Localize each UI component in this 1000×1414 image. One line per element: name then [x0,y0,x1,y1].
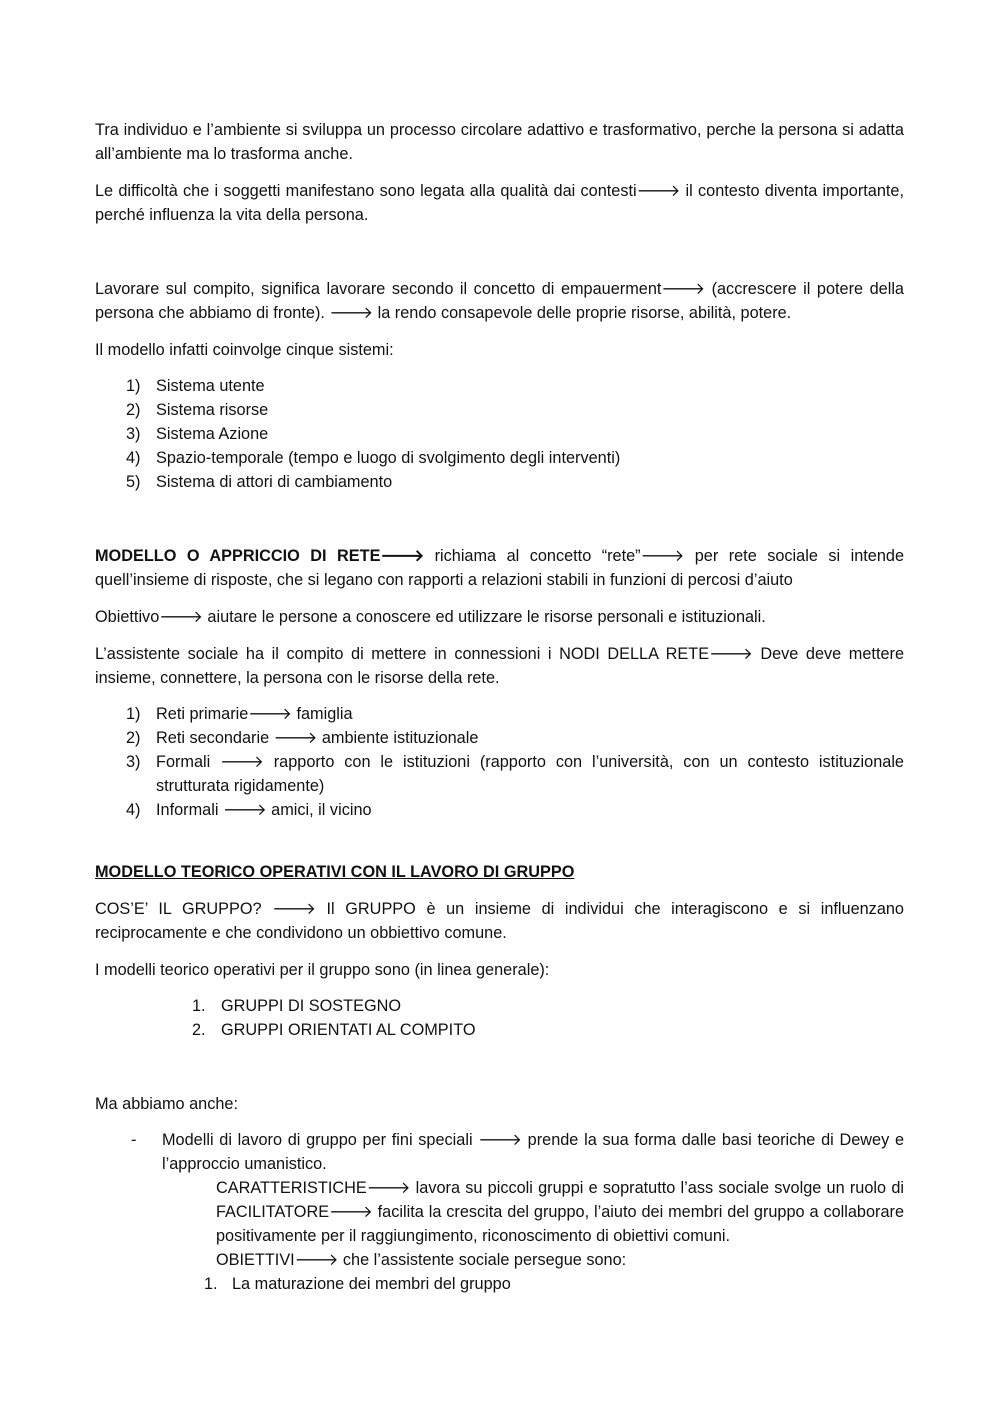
list-text: Formali 🡒 rapporto con le istituzioni (rapporto con l’università, con un contesto istituzionale strutturata rigidamente) [156,753,904,795]
paragraph-cose-gruppo: COS’E’ IL GRUPPO? 🡒 Il GRUPPO è un insieme di individui che interagiscono e si influenzano reciprocamente e che condividono un obbiettivo comune. [95,900,904,942]
list-item [95,994,904,1018]
list-text: GRUPPI DI SOSTEGNO [221,997,402,1015]
document-page [95,118,904,1296]
list-item [95,1272,904,1296]
list-text: Reti secondarie 🡒 ambiente istituzionale [156,729,479,747]
sistemi-list [95,374,904,494]
list-item [95,726,904,750]
list-item [95,422,904,446]
list-item [95,1128,904,1176]
list-text: Sistema risorse [156,401,269,419]
paragraph-ma-abbiamo: Ma abbiamo anche: [95,1095,239,1113]
dash-list [95,1128,904,1176]
list-number: 5) [126,473,141,491]
reti-list [95,702,904,822]
list-item [95,750,904,798]
list-text: Modelli di lavoro di gruppo per fini speciali 🡒 prende la sua forma dalle basi teoriche di Dewey e l’approccio umanistico. [162,1131,904,1173]
list-number: 2) [126,401,141,419]
list-item [95,470,904,494]
list-text: Sistema di attori di cambiamento [156,473,393,491]
paragraph-modelli: I modelli teorico operativi per il gruppo sono (in linea generale): [95,961,550,979]
list-text: Sistema utente [156,377,265,395]
paragraph-difficolta: Le difficoltà che i soggetti manifestano sono legata alla qualità dai contesti🡒 il contesto diventa importante, perché influenza la vita della persona. [95,182,904,224]
list-number: 3) [126,753,141,771]
list-number: 4) [126,449,141,467]
paragraph-rete [95,544,904,592]
list-item [95,702,904,726]
list-text: La maturazione dei membri del gruppo [232,1275,511,1293]
list-item [95,798,904,822]
list-number: 1. [204,1275,218,1293]
list-number: 1) [126,377,141,395]
list-item [95,446,904,470]
heading-gruppo: MODELLO TEORICO OPERATIVI CON IL LAVORO DI GRUPPO [95,863,575,881]
paragraph-compito: Lavorare sul compito, significa lavorare secondo il concetto di empauerment🡒 (accrescere il potere della persona che abbiamo di fronte). 🡒 la rendo consapevole delle proprie risorse, abilità, potere. [95,280,904,322]
list-number: 1. [192,997,206,1015]
list-number: 2) [126,729,141,747]
paragraph-obiettivi: OBIETTIVI🡒 che l’assistente sociale persegue sono: [216,1251,627,1269]
list-text: Sistema Azione [156,425,269,443]
paragraph-obiettivo: Obiettivo🡒 aiutare le persone a conoscere ed utilizzare le risorse personali e istituzionali. [95,608,766,626]
obiettivi-list [95,1272,904,1296]
list-number: 2. [192,1021,206,1039]
list-item [95,374,904,398]
list-text: Reti primarie🡒 famiglia [156,705,353,723]
paragraph-sistemi-intro: Il modello infatti coinvolge cinque sistemi: [95,341,394,359]
list-number: 3) [126,425,141,443]
paragraph-assistente: L’assistente sociale ha il compito di mettere in connessioni i NODI DELLA RETE🡒 Deve deve mettere insieme, connettere, la persona con le risorse della rete. [95,645,904,687]
rete-text: richiama al concetto “rete”🡒 per rete sociale si intende quell’insieme di risposte, che si legano con rapporti a relazioni stabili in funzioni di percosi d’aiuto [95,547,904,589]
list-number: 4) [126,801,141,819]
paragraph-intro: Tra individuo e l’ambiente si sviluppa un processo circolare adattivo e trasformativo, perche la persona si adatta all’ambiente ma lo trasforma anche. [95,121,904,163]
list-item [95,1018,904,1042]
list-text: GRUPPI ORIENTATI AL COMPITO [221,1021,476,1039]
dash-bullet: - [131,1131,137,1149]
gruppi-list [95,994,904,1042]
list-text: Informali 🡒 amici, il vicino [156,801,372,819]
paragraph-caratteristiche: CARATTERISTICHE🡒 lavora su piccoli gruppi e sopratutto l’ass sociale svolge un ruolo di FACILITATORE🡒 facilita la crescita del gruppo, l’aiuto dei membri del gruppo a collaborare positivamente per il raggiungimento, riconoscimento di obiettivi comuni. [216,1179,904,1245]
list-item [95,398,904,422]
heading-rete: MODELLO O APPRICCIO DI RETE🡒 [95,547,425,565]
list-number: 1) [126,705,141,723]
list-text: Spazio-temporale (tempo e luogo di svolgimento degli interventi) [156,449,621,467]
